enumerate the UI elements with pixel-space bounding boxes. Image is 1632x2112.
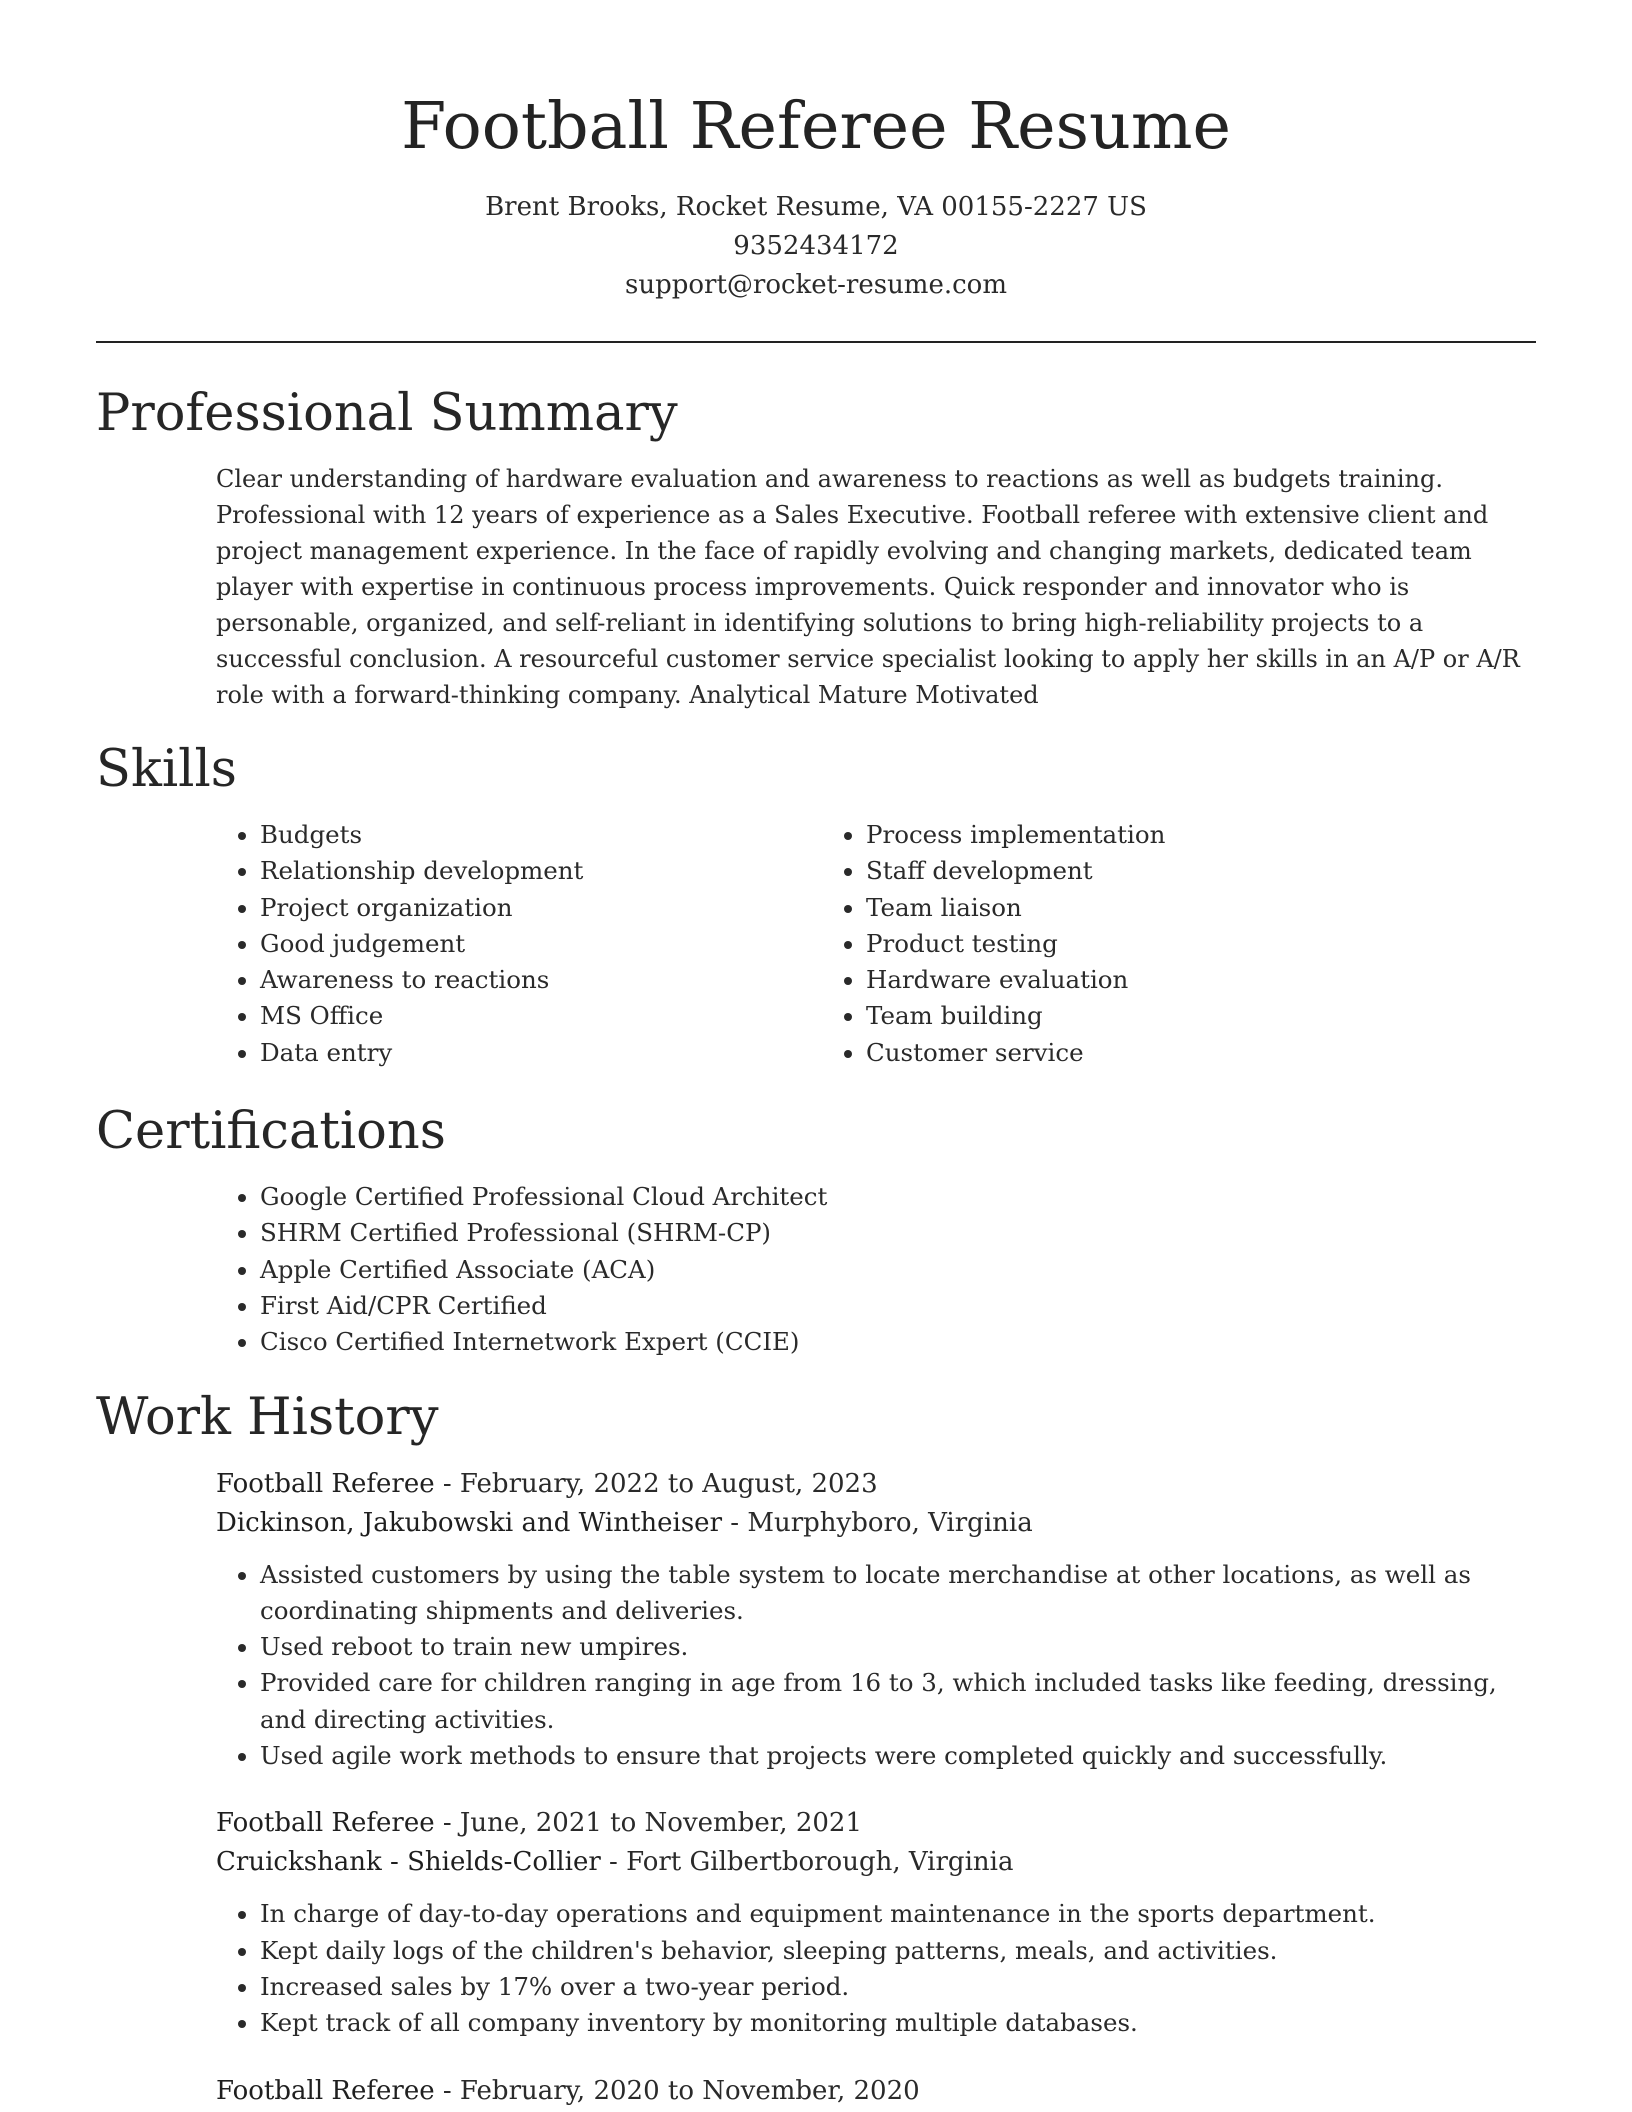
certifications-section (96, 1179, 1536, 1360)
contact-address: Brent Brooks, Rocket Resume, VA 00155-2227 US (485, 192, 1147, 222)
skill-item: • Product testing (866, 926, 1165, 962)
skill-item: • Hardware evaluation (866, 962, 1165, 998)
separator: - (434, 1808, 460, 1839)
skill-item: • Relationship development (260, 853, 822, 889)
header-divider (96, 341, 1536, 343)
job-title-line (216, 2072, 1536, 2111)
skills-heading: Skills (96, 740, 237, 799)
job-bullet: • In charge of day-to-day operations and equipment maintenance in the sports department. (260, 1896, 1536, 1932)
job-location: Fort Gilbertborough, Virginia (626, 1847, 1014, 1878)
contact-phone: 9352434172 (733, 231, 899, 261)
certifications-list (216, 1179, 1536, 1360)
separator: - (434, 1468, 460, 1499)
summary-text: Clear understanding of hardware evaluation and awareness to reactions as well as budgets training. Professional with 12 years of experience as a Sales Executive. Football referee with extensive client and project management experience. In the face of rapidly evolving and changing markets, dedicated team player with expertise in continuous process improvements. Quick responder and innovator who is personable, organized, and self-reliant in identifying solutions to bring high-reliability projects to a successful conclusion. A resourceful customer service specialist looking to apply her skills in an A/P or A/R role with a forward-thinking company. Analytical Mature Motivated (216, 465, 1520, 709)
job-bullet: • Used reboot to train new umpires. (260, 1629, 1536, 1665)
summary-heading: Professional Summary (96, 384, 678, 443)
job-bullets (216, 1557, 1536, 1775)
job-bullet: • Used agile work methods to ensure that projects were completed quickly and successfully. (260, 1738, 1536, 1774)
separator: - (434, 2075, 460, 2106)
job-title: Football Referee (216, 1808, 435, 1839)
separator: - (722, 1507, 748, 1538)
skill-item: • Good judgement (260, 926, 822, 962)
certification-item: • Google Certified Professional Cloud Architect (260, 1179, 1536, 1215)
skills-section (96, 817, 1536, 1071)
job-bullet: • Increased sales by 17% over a two-year period. (260, 1969, 1536, 2005)
job-company: Cruickshank - Shields-Collier (216, 1847, 601, 1878)
skills-columns (216, 817, 1536, 1071)
skill-item: • Staff development (866, 853, 1165, 889)
skill-item: • MS Office (260, 998, 822, 1034)
skill-item: • Project organization (260, 890, 822, 926)
job-company-line (216, 1504, 1536, 1543)
job-bullet: • Kept track of all company inventory by monitoring multiple databases. (260, 2005, 1536, 2041)
resume-page (96, 0, 1536, 2111)
certification-item: • Apple Certified Associate (ACA) (260, 1252, 1536, 1288)
job-entry (216, 2072, 1536, 2111)
job-bullet: • Kept daily logs of the children's behavior, sleeping patterns, meals, and activities. (260, 1933, 1536, 1969)
resume-title: Football Referee Resume (401, 89, 1231, 164)
job-bullets (216, 1896, 1536, 2041)
job-title-line (216, 1465, 1536, 1504)
skill-item: • Awareness to reactions (260, 962, 822, 998)
job-title: Football Referee (216, 1468, 435, 1499)
job-title-line (216, 1804, 1536, 1843)
skill-item: • Customer service (866, 1035, 1165, 1071)
job-dates: February, 2020 to November, 2020 (459, 2075, 920, 2106)
job-bullet: • Provided care for children ranging in age from 16 to 3, which included tasks like feeding, dressing, and directing activities. (260, 1665, 1536, 1738)
job-location: Murphyboro, Virginia (747, 1507, 1033, 1538)
skill-item: • Budgets (260, 817, 822, 853)
job-company-line (216, 1843, 1536, 1882)
certification-item: • SHRM Certified Professional (SHRM-CP) (260, 1215, 1536, 1251)
skill-item: • Data entry (260, 1035, 822, 1071)
skill-item: • Team liaison (866, 890, 1165, 926)
job-bullet: • Assisted customers by using the table system to locate merchandise at other locations, as well as coordinating shipments and deliveries. (260, 1557, 1536, 1630)
skills-list-left (216, 817, 822, 1071)
separator: - (600, 1847, 627, 1878)
job-title: Football Referee (216, 2075, 435, 2106)
summary-section (96, 461, 1536, 713)
job-company: Dickinson, Jakubowski and Wintheiser (216, 1507, 722, 1538)
job-entry (216, 1804, 1536, 2041)
skill-item: • Team building (866, 998, 1165, 1034)
work-history-heading: Work History (96, 1387, 439, 1447)
skills-list-right (822, 817, 1165, 1071)
job-entry (216, 1465, 1536, 1775)
contact-email: support@rocket-resume.com (624, 270, 1007, 300)
contact-block (96, 188, 1536, 305)
job-dates: June, 2021 to November, 2021 (459, 1808, 862, 1839)
skill-item: • Process implementation (866, 817, 1165, 853)
job-dates: February, 2022 to August, 2023 (459, 1468, 878, 1499)
certification-item: • First Aid/CPR Certified (260, 1288, 1536, 1324)
certification-item: • Cisco Certified Internetwork Expert (CCIE) (260, 1324, 1536, 1360)
certifications-heading: Certifications (96, 1102, 446, 1162)
work-history-section (96, 1465, 1536, 2111)
